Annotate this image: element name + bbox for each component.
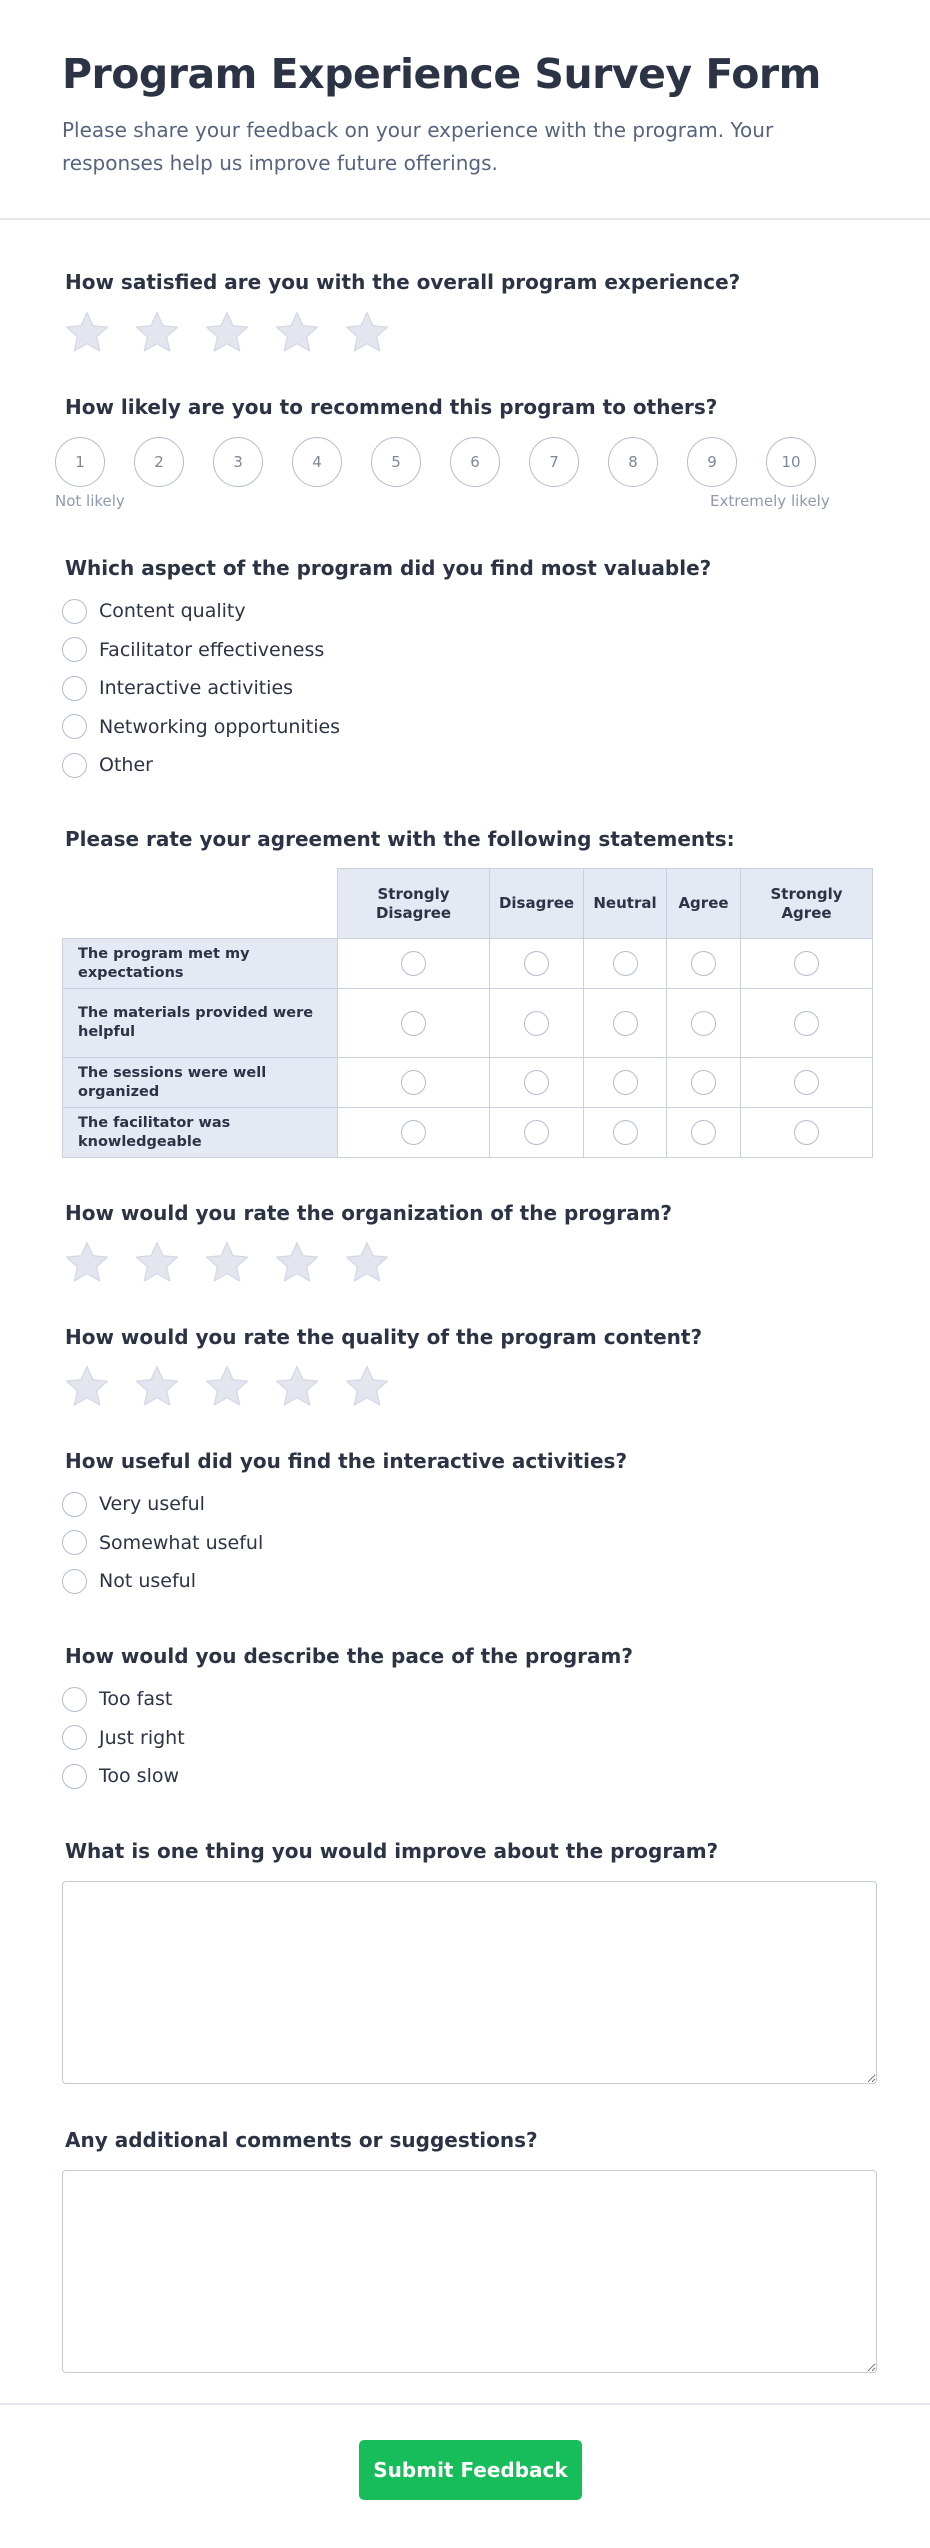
matrix-radio-button[interactable]	[613, 951, 638, 976]
matrix-column-header: Agree	[667, 869, 741, 939]
radio-option[interactable]	[62, 1524, 263, 1563]
radio-label: Interactive activities	[99, 677, 294, 700]
matrix-radio-button[interactable]	[401, 1011, 426, 1036]
matrix-cell	[741, 1108, 873, 1158]
radio-option[interactable]	[62, 746, 340, 785]
radio-button[interactable]	[62, 1687, 87, 1712]
submit-feedback-button[interactable]: Submit Feedback	[359, 2440, 582, 2500]
question-interactive-usefulness: How useful did you find the interactive activities?	[65, 1449, 628, 1473]
matrix-radio-button[interactable]	[794, 1120, 819, 1145]
nps-high-label: Extremely likely	[710, 492, 830, 510]
star-icon[interactable]	[202, 1362, 252, 1412]
matrix-radio-button[interactable]	[524, 1070, 549, 1095]
radio-group-usefulness	[62, 1485, 263, 1601]
radio-option[interactable]	[62, 592, 340, 631]
star-icon[interactable]	[272, 1362, 322, 1412]
radio-option[interactable]	[62, 631, 340, 670]
star-icon[interactable]	[202, 308, 252, 358]
agreement-matrix	[62, 868, 873, 1158]
question-improve: What is one thing you would improve about the program?	[65, 1839, 719, 1863]
nps-option-1[interactable]: 1	[55, 437, 105, 487]
star-rating-content	[62, 1362, 392, 1412]
radio-button[interactable]	[62, 1530, 87, 1555]
matrix-cell	[338, 989, 490, 1058]
radio-button[interactable]	[62, 1492, 87, 1517]
star-icon[interactable]	[272, 1238, 322, 1288]
matrix-column-header: Disagree	[490, 869, 584, 939]
matrix-radio-button[interactable]	[401, 1070, 426, 1095]
matrix-row-label: The facilitator was knowledgeable	[63, 1108, 338, 1158]
matrix-row-label: The sessions were well organized	[63, 1058, 338, 1108]
radio-label: Just right	[99, 1726, 185, 1749]
star-icon[interactable]	[342, 1362, 392, 1412]
matrix-radio-button[interactable]	[524, 1011, 549, 1036]
matrix-radio-button[interactable]	[691, 951, 716, 976]
star-icon[interactable]	[132, 1238, 182, 1288]
star-rating-overall	[62, 308, 392, 358]
matrix-radio-button[interactable]	[613, 1120, 638, 1145]
radio-group-most-valuable	[62, 592, 340, 785]
radio-option[interactable]	[62, 1680, 185, 1719]
matrix-corner	[63, 869, 338, 939]
radio-label: Too fast	[99, 1688, 173, 1711]
radio-button[interactable]	[62, 599, 87, 624]
matrix-radio-button[interactable]	[613, 1070, 638, 1095]
matrix-column-header: Strongly Agree	[741, 869, 873, 939]
question-recommend: How likely are you to recommend this program to others?	[65, 395, 718, 419]
matrix-radio-button[interactable]	[691, 1011, 716, 1036]
comments-textarea[interactable]	[62, 2170, 877, 2373]
radio-option[interactable]	[62, 1757, 185, 1796]
matrix-row	[63, 1058, 873, 1108]
radio-option[interactable]	[62, 1562, 263, 1601]
matrix-cell	[667, 1058, 741, 1108]
star-icon[interactable]	[342, 308, 392, 358]
matrix-cell	[667, 1108, 741, 1158]
nps-option-9[interactable]: 9	[687, 437, 737, 487]
nps-scale	[55, 437, 816, 487]
radio-button[interactable]	[62, 1764, 87, 1789]
question-overall-satisfaction: How satisfied are you with the overall program experience?	[65, 270, 741, 294]
question-pace: How would you describe the pace of the program?	[65, 1644, 633, 1668]
matrix-radio-button[interactable]	[524, 951, 549, 976]
matrix-radio-button[interactable]	[613, 1011, 638, 1036]
question-agreement: Please rate your agreement with the following statements:	[65, 827, 735, 851]
star-icon[interactable]	[62, 1238, 112, 1288]
nps-option-10[interactable]: 10	[766, 437, 816, 487]
radio-label: Content quality	[99, 600, 246, 623]
matrix-cell	[584, 989, 667, 1058]
matrix-cell	[667, 989, 741, 1058]
radio-button[interactable]	[62, 1569, 87, 1594]
nps-option-4[interactable]: 4	[292, 437, 342, 487]
matrix-row	[63, 989, 873, 1058]
radio-label: Not useful	[99, 1570, 196, 1593]
star-rating-organization	[62, 1238, 392, 1288]
matrix-radio-button[interactable]	[401, 951, 426, 976]
matrix-cell	[490, 1108, 584, 1158]
form-title: Program Experience Survey Form	[62, 50, 821, 98]
radio-button[interactable]	[62, 714, 87, 739]
matrix-column-header: Neutral	[584, 869, 667, 939]
matrix-row-label: The materials provided were helpful	[63, 989, 338, 1058]
matrix-column-header: Strongly Disagree	[338, 869, 490, 939]
star-icon[interactable]	[272, 308, 322, 358]
question-comments: Any additional comments or suggestions?	[65, 2128, 538, 2152]
matrix-radio-button[interactable]	[691, 1120, 716, 1145]
matrix-cell	[490, 1058, 584, 1108]
nps-option-7[interactable]: 7	[529, 437, 579, 487]
star-icon[interactable]	[342, 1238, 392, 1288]
matrix-row	[63, 939, 873, 989]
matrix-cell	[338, 1108, 490, 1158]
question-organization: How would you rate the organization of the program?	[65, 1201, 673, 1225]
question-most-valuable: Which aspect of the program did you find most valuable?	[65, 556, 712, 580]
matrix-radio-button[interactable]	[691, 1070, 716, 1095]
radio-label: Somewhat useful	[99, 1531, 264, 1554]
matrix-radio-button[interactable]	[401, 1120, 426, 1145]
matrix-cell	[741, 989, 873, 1058]
radio-button[interactable]	[62, 637, 87, 662]
star-icon[interactable]	[62, 308, 112, 358]
radio-label: Networking opportunities	[99, 715, 341, 738]
radio-label: Facilitator effectiveness	[99, 638, 325, 661]
matrix-radio-button[interactable]	[794, 951, 819, 976]
matrix-cell	[741, 1058, 873, 1108]
matrix-cell	[490, 989, 584, 1058]
radio-label: Very useful	[99, 1493, 205, 1516]
matrix-cell	[741, 939, 873, 989]
nps-option-5[interactable]: 5	[371, 437, 421, 487]
nps-option-6[interactable]: 6	[450, 437, 500, 487]
matrix-cell	[490, 939, 584, 989]
star-icon[interactable]	[132, 308, 182, 358]
form-header	[0, 0, 930, 220]
radio-button[interactable]	[62, 1725, 87, 1750]
radio-option[interactable]	[62, 669, 340, 708]
nps-option-8[interactable]: 8	[608, 437, 658, 487]
matrix-radio-button[interactable]	[794, 1070, 819, 1095]
radio-label: Other	[99, 754, 153, 777]
nps-option-2[interactable]: 2	[134, 437, 184, 487]
matrix-radio-button[interactable]	[524, 1120, 549, 1145]
radio-button[interactable]	[62, 676, 87, 701]
matrix-cell	[667, 939, 741, 989]
form-description: Please share your feedback on your experience with the program. Your responses help us improve future offerings.	[62, 118, 774, 175]
question-content-quality: How would you rate the quality of the program content?	[65, 1325, 703, 1349]
radio-label: Too slow	[99, 1765, 180, 1788]
star-icon[interactable]	[62, 1362, 112, 1412]
radio-option[interactable]	[62, 1485, 263, 1524]
radio-option[interactable]	[62, 1719, 185, 1758]
star-icon[interactable]	[202, 1238, 252, 1288]
matrix-cell	[584, 939, 667, 989]
matrix-cell	[584, 1108, 667, 1158]
matrix-cell	[584, 1058, 667, 1108]
matrix-cell	[338, 939, 490, 989]
radio-option[interactable]	[62, 708, 340, 747]
nps-low-label: Not likely	[55, 492, 125, 510]
matrix-cell	[338, 1058, 490, 1108]
matrix-row	[63, 1108, 873, 1158]
matrix-row-label: The program met my expectations	[63, 939, 338, 989]
radio-button[interactable]	[62, 753, 87, 778]
radio-group-pace	[62, 1680, 185, 1796]
matrix-radio-button[interactable]	[794, 1011, 819, 1036]
star-icon[interactable]	[132, 1362, 182, 1412]
nps-option-3[interactable]: 3	[213, 437, 263, 487]
improve-textarea[interactable]	[62, 1881, 877, 2084]
